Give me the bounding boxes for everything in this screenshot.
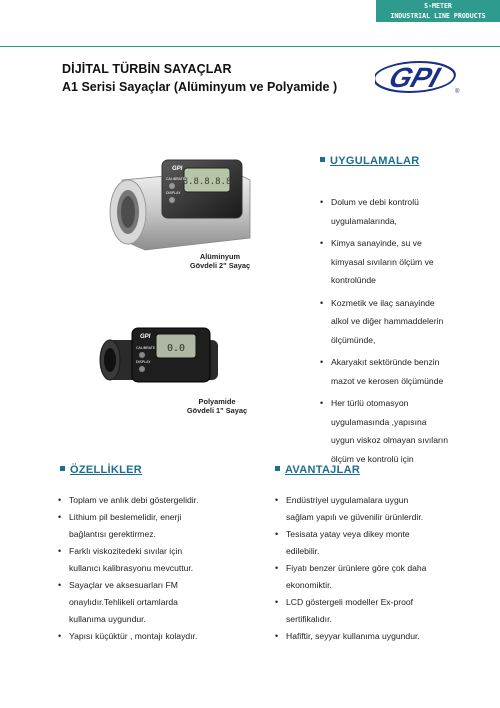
polyamide-meter-display-label: DISPLAY [136,360,151,364]
list-item-line: • LCD göstergeli modeller Ex-proof [286,597,414,607]
list-item-line: ölçüm ve kontrolü için [331,453,414,464]
gpi-logo [375,57,465,97]
list-item-line: • Kozmetik ve ilaç sanayinde [331,297,435,308]
list-item [320,353,495,390]
applications-heading-text: UYGULAMALAR [330,155,420,167]
list-item-line: • Lithium pil beslemelidir, enerji [69,512,182,522]
header-divider [0,46,500,47]
polyamide-meter-brand: GPI [140,334,151,340]
list-item-line: ölçümünde, [331,334,376,345]
list-item [58,577,258,628]
list-item-line: ekonomiktir. [286,580,332,590]
aluminium-caption-line-2: Gövdeli 2" Sayaç [189,261,251,270]
brand-box [376,0,500,22]
list-item-line: • Sayaçlar ve aksesuarları FM [69,580,178,590]
list-item-line: onaylıdır.Tehlikeli ortamlarda [69,597,178,607]
list-item-line: sağlam yapılı ve güvenilir ürünlerdir. [286,512,424,522]
aluminium-meter-display-label: DISPLAY [166,191,181,195]
logo-registered-mark: ® [455,89,460,95]
list-item [275,628,490,645]
aluminium-meter-calibrate-label: CALIBRATE [166,177,186,181]
features-list [58,492,258,645]
aluminium-meter-screen-text: 8.8.8.8.8 [182,177,232,187]
list-item-line: edilebilir. [286,546,320,556]
list-item-line: mazot ve kerosen ölçümünde [331,375,444,386]
list-item-line: uygulamalarında, [331,215,397,226]
page-title: DİJİTAL TÜRBİN SAYAÇLAR [62,62,232,76]
list-item-line: • Hafiftir, seyyar kullanıma uygundur. [286,631,420,641]
list-item [320,294,495,350]
applications-list [320,193,495,472]
page-subtitle: A1 Serisi Sayaçlar (Alüminyum ve Polyamide ) [62,80,338,94]
list-item [320,394,495,468]
list-item [58,543,258,577]
polyamide-meter-caption [175,397,259,415]
brand-line-1: S-METER [424,2,452,10]
list-item [275,526,490,560]
list-item-line: • Yapısı küçüktür , montajı kolaydır. [69,631,198,641]
list-item-line: • Dolum ve debi kontrolü [331,197,419,207]
polyamide-caption-line-1: Polyamide [198,397,236,406]
square-bullet-icon [275,466,280,471]
list-item [275,560,490,594]
list-item [320,234,495,290]
list-item-line: kimyasal sıvıların ölçüm ve [331,256,434,267]
aluminium-meter-brand: GPI [172,166,183,172]
brand-line-2: INDUSTRIAL LINE PRODUCTS [390,12,486,20]
polyamide-meter-screen-text: 0.0 [166,343,186,354]
advantages-heading-text: AVANTAJLAR [285,464,361,476]
list-item-line: sertifikalıdır. [286,614,332,624]
list-item-line: bağlantısı gerektirmez. [69,529,156,539]
list-item-line: • Her türlü otomasyon [331,398,409,408]
advantages-heading [275,464,360,476]
list-item-line: • Fiyatı benzer ürünlere göre çok daha [286,563,427,573]
features-heading-text: ÖZELLİKLER [70,464,143,476]
list-item-line: • Toplam ve anlık debi göstergelidir. [69,495,199,505]
list-item-line: • Akaryakıt sektöründe benzin [331,357,440,367]
list-item [320,193,495,230]
list-item [58,509,258,543]
list-item [58,628,258,645]
aluminium-caption-line-1: Alüminyum [199,252,241,261]
list-item-line: uygulamasında ,yapısına [331,416,427,427]
list-item-line: • Farklı viskozitedeki sıvılar için [69,546,183,556]
logo-text: GPI [385,62,444,94]
square-bullet-icon [60,466,65,471]
list-item-line: kullanıcı kalibrasyonu mevcuttur. [69,563,194,573]
features-heading [60,464,142,476]
square-bullet-icon [320,157,325,162]
advantages-list [275,492,490,645]
polyamide-meter-calibrate-label: CALIBRATE [136,346,156,350]
applications-heading [320,155,419,167]
list-item [58,492,258,509]
list-item-line: • Tesisata yatay veya dikey monte [286,529,410,539]
list-item [275,594,490,628]
polyamide-meter-image [96,322,226,394]
polyamide-caption-line-2: Gövdeli 1" Sayaç [186,406,248,415]
list-item-line: uygun viskoz olmayan sıvıların [331,435,449,445]
list-item-line: alkol ve diğer hammaddelerin [331,316,444,326]
aluminium-meter-caption [178,252,262,270]
list-item-line: kullanıma uygundur. [69,614,146,624]
aluminium-meter-image [100,150,270,252]
list-item-line: • Endüstriyel uygulamalara uygun [286,495,409,505]
list-item-line: kontrolünde [331,275,376,285]
list-item [275,492,490,526]
list-item-line: • Kimya sanayinde, su ve [331,238,422,248]
